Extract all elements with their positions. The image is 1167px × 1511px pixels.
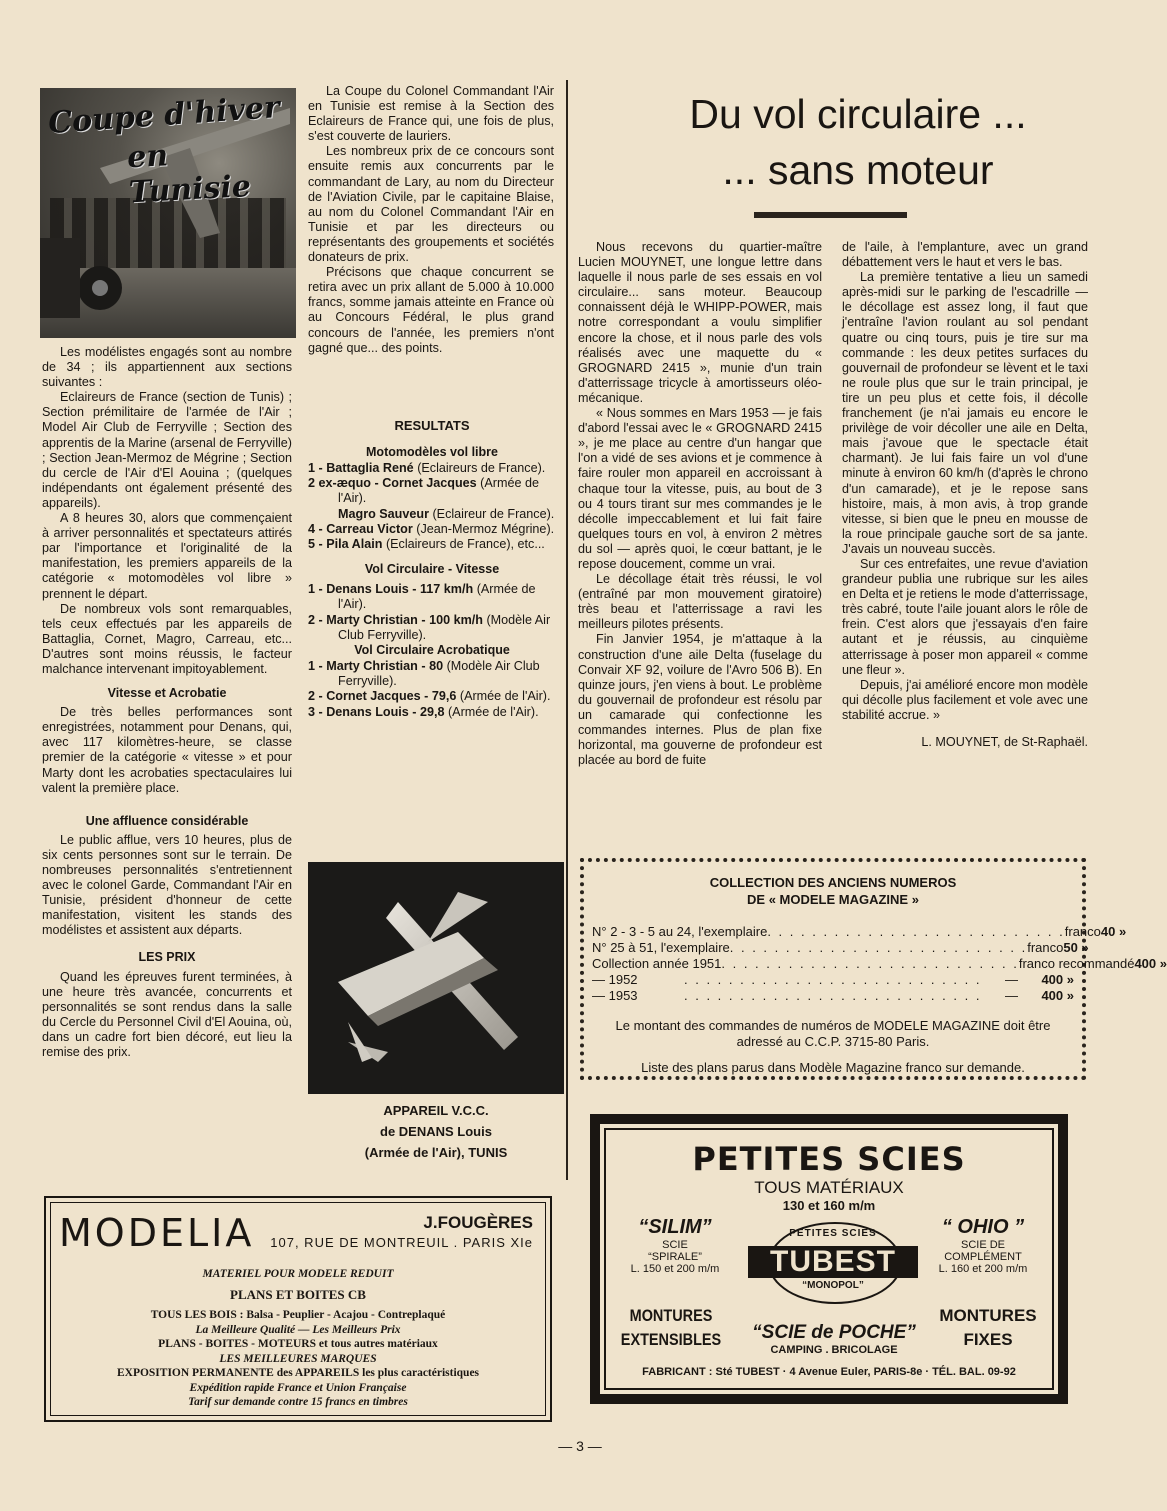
headline-line2: ... sans moteur	[722, 147, 994, 193]
modelia-l4b: Les Meilleurs Prix	[312, 1323, 401, 1336]
results-cat3-list	[308, 659, 556, 720]
collection-mode: —	[1004, 972, 1018, 987]
collection-item: — 1953	[592, 988, 638, 1003]
result-row	[308, 522, 556, 537]
montures-extensibles	[620, 1304, 722, 1352]
montures-fixes	[938, 1304, 1038, 1352]
collection-price: 400 »	[1134, 956, 1167, 971]
article-para-4: Fin Janvier 1954, je m'attaque à la construction d'une aile Delta (fuselage du Convair XF 92, voilure de l'Avro 506 B). En quinze jours, j'en viens à bout. Le problème du gouvernail de profondeur est résolu par un camarade qui confectionne les commandes internes. Plus de plan fixe horizontal, ma gouverne de profondeur est placée au bord de fuite	[578, 632, 822, 768]
aircraft-photo	[308, 862, 564, 1094]
modelia-l4a: La Meilleure Qualité	[195, 1323, 296, 1336]
result-row	[308, 582, 556, 612]
result-name: Denans Louis - 117 km/h	[326, 582, 477, 597]
right-line1: MONTURES	[939, 1306, 1037, 1325]
result-club: (Armée de l'Air).	[459, 689, 551, 704]
collection-row	[592, 924, 1127, 940]
result-club: (Jean-Mermoz Mégrine).	[416, 521, 555, 536]
modelia-l2: PLANS ET BOITES CB	[230, 1286, 366, 1302]
result-name: Pila Alain	[326, 537, 386, 552]
article-column-1	[578, 240, 822, 768]
article-column-2	[842, 240, 1088, 750]
collection-price: 400 »	[1041, 972, 1074, 987]
modelia-l4: La Meilleure Qualité — Les Meilleurs Prix	[195, 1323, 401, 1336]
petites-scies-ad	[590, 1114, 1068, 1404]
collection-price: 40 »	[1100, 924, 1127, 939]
result-name: Marty Christian - 100 km/h	[326, 612, 487, 627]
result-club: (Armée de l'Air).	[338, 582, 536, 612]
caption-line3: (Armée de l'Air), TUNIS	[364, 1145, 508, 1160]
collection-price: 400 »	[1041, 988, 1074, 1003]
result-name: Cornet Jacques - 79,6	[326, 689, 460, 704]
page-number: — 3 —	[558, 1438, 602, 1454]
result-club: (Modèle Air Club Ferryville).	[338, 659, 540, 689]
left-para-3: A 8 heures 30, alors que commençaient à arriver personnalités et spectateurs attirés par l'importance et l'originalité de la manifestation, les premiers appareils de la catégorie « motomodèles vol libre » prennent le départ.	[42, 511, 292, 601]
collection-row	[592, 972, 1074, 988]
article-signature: L. MOUYNET, de St-Raphaël.	[921, 735, 1088, 749]
scies-sizes: 130 et 160 m/m	[782, 1198, 876, 1213]
modelia-l3: TOUS LES BOIS : Balsa - Peuplier - Acajou - Contreplaqué	[150, 1309, 446, 1321]
caption-line1: APPAREIL V.C.C.	[383, 1103, 489, 1118]
collection-footer: Liste des plans parus dans Modèle Magazine franco sur demande.	[641, 1060, 1025, 1075]
photo-title-line2: en Tunisie	[126, 138, 252, 211]
collection-note: Le montant des commandes de numéros de MODELE MAGAZINE doit être adressé au C.C.P. 3715-80 Paris.	[615, 1018, 1051, 1049]
right-line2: FIXES	[963, 1330, 1013, 1349]
center-line2: CAMPING . BRICOLAGE	[770, 1344, 898, 1356]
collection-item: Collection année 1951	[592, 956, 722, 971]
scies-subtitle: TOUS MATÉRIAUX	[754, 1178, 904, 1197]
silim-name: “SILIM”	[638, 1216, 712, 1238]
result-name: Carreau Victor	[326, 521, 417, 536]
collection-rows	[592, 924, 1167, 1004]
affluence-para: Le public afflue, vers 10 heures, plus de six cents personnes sont sur le terrain. De nombreuses personnalités s'entretiennent avec le colonel Garde, Commandant l'Air en Tunisie, président d'honneur de cette manifestation, visitent les stands des modélistes et assistent aux départs.	[42, 832, 292, 938]
result-rank: 1 -	[308, 461, 327, 475]
results-cat1: Motomodèles vol libre	[366, 445, 498, 459]
result-rank: 4 -	[308, 521, 327, 536]
collection-item: N° 25 à 51, l'exemplaire	[592, 940, 730, 955]
headline-line1: Du vol circulaire ...	[689, 91, 1027, 137]
collection-mode: franco	[1027, 940, 1064, 955]
leader-dots: . . . . . . . . . . . . . . . . . . . . . . . . . . .	[721, 956, 1019, 971]
article-para-1: Nous recevons du quartier-maître Lucien MOUYNET, une longue lettre dans laquelle il nous parle de ses essais en vol circulaire... sans moteur. Beaucoup connaissent déjà le WHIPP-POWER, mais notre correspondant a voulu simplifier encore la chose, et il nous parle des vols réalisés avec une maquette du « GROGNARD 2415 », munie d'un train d'atterrissage tricycle à amortisseurs oléo-mécanique.	[578, 240, 822, 405]
caption-line2: de DENANS Louis	[380, 1124, 492, 1139]
result-rank: 2 -	[308, 689, 327, 704]
result-rank: 2 -	[308, 612, 327, 627]
result-rank: 3 -	[308, 704, 327, 719]
result-name: Cornet Jacques	[382, 476, 481, 491]
result-rank: 1 -	[308, 582, 327, 597]
heading-affluence: Une affluence considérable	[85, 813, 249, 828]
collection-row	[592, 940, 1089, 956]
result-club: (Eclaireurs de France).	[417, 461, 546, 475]
coupe-intro	[308, 84, 554, 356]
collection-price: 50 »	[1063, 940, 1089, 955]
ohio-name: “ OHIO ”	[941, 1216, 1025, 1238]
results-cat1-list	[308, 461, 556, 552]
tubest-logo	[748, 1222, 918, 1300]
article-para-7: Sur ces entrefaites, une revue d'aviation grandeur publia une rubrique sur les ailes en Delta et je retiens le mode d'atterrissage, très cabré, toute l'aile jouant alors le rôle de frein. C'est alors que j'essayais d'en faire autant et je réussis, au cinquième atterrissage à poser mon appareil « comme une fleur ».	[842, 556, 1089, 677]
collection-item: N° 2 - 3 - 5 au 24, l'exemplaire	[592, 924, 768, 939]
left-para-4: De nombreux vols sont remarquables, tels ceux effectués par les appareils de Battaglia, Cornet, Magro, Carreau, etc... D'autres sont moins réussis, le facteur malchance intervenant impitoyablement.	[42, 601, 292, 676]
modelia-l5: PLANS - BOITES - MOTEURS et tous autres matériaux	[158, 1338, 438, 1350]
result-row	[308, 537, 556, 552]
left-line1: MONTURES	[629, 1306, 713, 1325]
result-row	[308, 613, 556, 643]
silim-sub1: SCIE	[662, 1239, 688, 1251]
silim-block	[620, 1216, 730, 1275]
collection-item: — 1952	[592, 972, 638, 987]
ohio-sub2: COMPLÉMENT	[944, 1251, 1022, 1263]
article-para-5: de l'aile, à l'emplanture, avec un grand débattement vers le haut et vers le bas.	[842, 240, 1088, 270]
logo-top-text: PETITES SCIES	[789, 1228, 877, 1239]
results-title: RESULTATS	[394, 418, 470, 433]
modelia-owner: J.FOUGÈRES	[423, 1213, 533, 1232]
collection-mode: franco	[1064, 924, 1101, 939]
result-club: (Armée de l'Air).	[447, 704, 539, 719]
leader-dots: . . . . . . . . . . . . . . . . . . . . . . . . . . .	[729, 940, 1028, 955]
result-rank: 2 ex-æquo -	[308, 476, 383, 491]
logo-bottom-text: “MONOPOL”	[802, 1280, 864, 1291]
silim-sub2: “SPIRALE”	[648, 1251, 702, 1263]
article-para-3: Le décollage était très réussi, le vol (entraîné par mon mouvement giratoire) très beau et l'atterrissage a ravi les meilleurs pilotes présents.	[578, 572, 822, 632]
collection-title-1: COLLECTION DES ANCIENS NUMEROS	[709, 875, 957, 890]
intro-para-3: Précisons que chaque concurrent se retira avec un prix allant de 5.000 à 10.000 francs, somme jamais atteinte en France où au Concours Fédéral, le plus grand concours de l'année, les premiers n'ont gagné que... des points.	[308, 265, 554, 355]
modelia-l8: Expédition rapide France et Union Française	[189, 1381, 407, 1394]
article-para-6: La première tentative a lieu un samedi après-midi sur le parking de l'escadrille — le décollage est assez long, il faut que j'entraîne l'avion roulant au sol pendant quatre ou cinq tours, puis je tire sur ma commande : les deux petites surfaces du gouvernail de profondeur se lèvent et le taxi ne roule plus que sur le train principal, je tire un peu plus et cette fois, il décolle franchement (je n'ai jamais eu encore le privilège de voir décoller une aile en Delta, mais j'avoue que le spectacle était charmant). Je lui fais faire un vol d'une minute à environ 60 km/h (d'après le chrono d'un camarade), et je le repose sans histoire, mais, à mon avis, à trop grande vitesse, si bien que le pneu en mousse de la roue principale gauche sort de sa jante. J'avais un nouveau succès.	[842, 270, 1088, 556]
result-name: Magro Sauveur	[338, 506, 433, 521]
intro-para-2: Les nombreux prix de ce concours sont ensuite remis aux concurrents par le commandant de Lary, au nom du Directeur de l'Aviation Civile, par le capitaine Blaise, au nom du Colonel Commandant l'Air en Tunisie et par les directeurs ou représentants des groupements et sociétés donateurs de prix.	[308, 144, 554, 265]
results-cat2: Vol Circulaire - Vitesse	[364, 562, 500, 577]
left-para-2: Eclaireurs de France (section de Tunis) ; Section prémilitaire de l'armée de l'Air ; Model Air Club de Ferryville ; Section des apprentis de la Marine (arsenal de Ferryville) ; Section Jean-Mermoz de Mégrine ; Section du cercle de l'Air d'El Aouina ; (quelques indépendants ont également présenté des appareils).	[42, 390, 292, 510]
scies-title: PETITES SCIES	[692, 1140, 966, 1178]
leader-dots: . . . . . . . . . . . . . . . . . . . . . . . . . . .	[684, 972, 982, 987]
result-rank: 5 -	[308, 537, 327, 552]
heading-prix: LES PRIX	[138, 950, 196, 965]
prix-para: Quand les épreuves furent terminées, à une heure très avancée, concurrents et personnalités se sont rendus dans la salle du Cercle du Personnel Civil d'El Aouina, où, dans un cadre fort bien décoré, eut lieu la remise des prix.	[42, 969, 292, 1060]
result-club: (Eclaireurs de France), etc...	[385, 537, 545, 552]
modelia-ad	[44, 1196, 552, 1422]
aircraft-caption	[308, 1100, 564, 1163]
modelia-l9: Tarif sur demande contre 15 francs en timbres	[188, 1396, 408, 1408]
modelia-l7: EXPOSITION PERMANENTE des APPAREILS les plus caractéristiques	[116, 1367, 480, 1379]
silim-sub3: L. 150 et 200 m/m	[630, 1263, 720, 1275]
leader-dots: . . . . . . . . . . . . . . . . . . . . . . . . . . .	[684, 988, 982, 1003]
results-section	[308, 418, 556, 720]
event-photo	[40, 88, 296, 338]
vitesse-para: De très belles performances sont enregistrées, notamment pour Denans, qui, avec 117 kilomètres-heure, se classe premier de la catégorie « vitesse » et pour Marty dont les acrobaties spectaculaires lui valent la première place.	[42, 705, 292, 795]
ohio-sub3: L. 160 et 200 m/m	[938, 1263, 1028, 1275]
modelia-address: 107, RUE DE MONTREUIL . PARIS XIe	[270, 1235, 533, 1250]
result-row	[308, 689, 556, 704]
coupe-left-column	[42, 345, 292, 1060]
result-row	[308, 659, 556, 689]
ohio-sub1: SCIE DE	[960, 1239, 1005, 1251]
scies-footer: FABRICANT : Sté TUBEST · 4 Avenue Euler, PARIS-8e · TÉL. BAL. 09-92	[642, 1366, 1016, 1378]
result-name: Marty Christian - 80	[326, 659, 447, 674]
left-para-1: Les modélistes engagés sont au nombre de 34 ; ils appartiennent aux sections suivantes :	[42, 345, 292, 390]
result-club: (Eclaireur de France).	[432, 506, 555, 521]
ohio-block	[928, 1216, 1038, 1275]
collection-title-2: DE « MODELE MAGAZINE »	[747, 892, 919, 907]
article-headline	[578, 86, 1138, 198]
result-row	[308, 461, 556, 476]
center-line1: “SCIE de POCHE”	[752, 1322, 916, 1343]
scie-de-poche	[736, 1322, 932, 1356]
left-line2: EXTENSIBLES	[620, 1330, 722, 1349]
modelia-l6: LES MEILLEURES MARQUES	[219, 1352, 377, 1365]
collection-mode: —	[1004, 988, 1018, 1003]
results-cat3: Vol Circulaire Acrobatique	[354, 643, 510, 658]
aircraft-model-icon	[308, 862, 564, 1094]
result-club: (Modèle Air Club Ferryville).	[338, 612, 551, 642]
result-name: Denans Louis - 29,8	[326, 704, 448, 719]
modelia-l1: MATERIEL POUR MODELE REDUIT	[202, 1268, 394, 1280]
result-row	[308, 476, 556, 506]
heading-vitesse: Vitesse et Acrobatie	[107, 686, 227, 701]
logo-main-text: TUBEST	[748, 1246, 918, 1278]
intro-para-1: La Coupe du Colonel Commandant l'Air en Tunisie est remise à la Section des Eclaireurs de France qui, une fois de plus, s'est couverte de lauriers.	[308, 84, 554, 144]
collection-row	[592, 988, 1074, 1004]
leader-dots: . . . . . . . . . . . . . . . . . . . . . . . . . . .	[767, 924, 1065, 939]
headline-rule	[754, 212, 907, 218]
article-para-8: Depuis, j'ai amélioré encore mon modèle qui décolle plus facilement et vole avec une stabilité accrue. »	[842, 677, 1088, 722]
result-row	[308, 705, 556, 720]
modelia-brand: MODELIA	[59, 1211, 255, 1255]
collection-mode: franco recommandé	[1018, 956, 1135, 971]
result-club: (Armée de l'Air).	[338, 476, 539, 506]
photo-title-line1: Coupe d'hiver	[47, 89, 281, 142]
back-issues-box	[580, 858, 1167, 1080]
article-para-2: « Nous sommes en Mars 1953 — je fais d'abord l'essai avec le « GROGNARD 2415 », je me place au centre d'un hangar que l'on a vidé de ses avions et je commence à faire rouler mon appareil en accroissant à chaque tour la vitesse, puis, au bout de 3 ou 4 tours tirant sur mes commandes je le décolle impeccablement et lui fait faire quelques tours en vol, à environ 2 mètres du sol — après quoi, le cœur battant, je le repose doucement, comme un vrai.	[578, 406, 822, 571]
result-name: Battaglia René	[326, 461, 418, 475]
results-cat2-list	[308, 582, 556, 643]
collection-row	[592, 956, 1167, 972]
result-row	[308, 507, 556, 522]
result-rank: 1 -	[308, 659, 327, 674]
column-divider	[566, 80, 568, 1180]
modelia-body	[51, 1267, 545, 1410]
